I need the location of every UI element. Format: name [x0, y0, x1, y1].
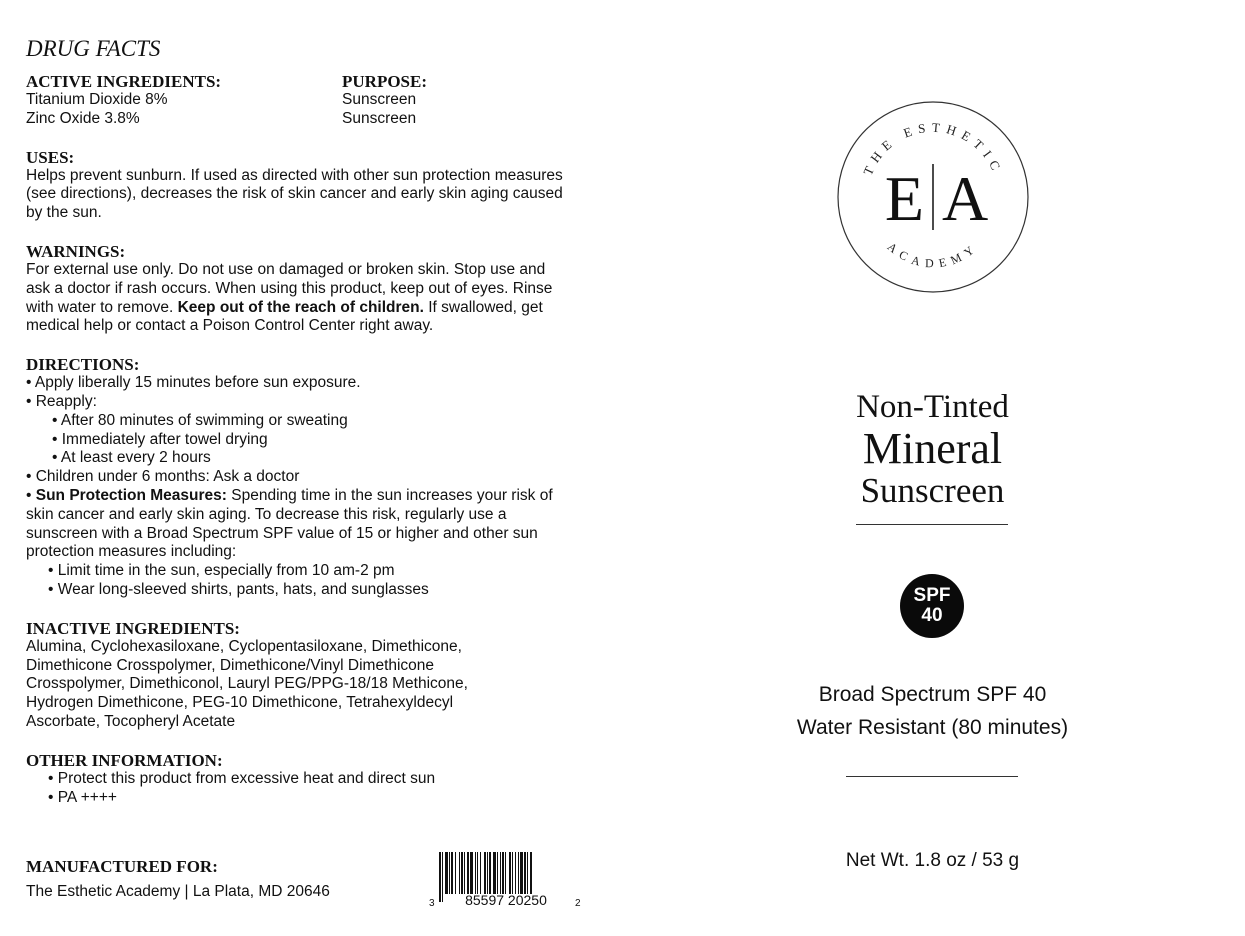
broad-spectrum-claim: Broad Spectrum SPF 40 — [818, 683, 1047, 706]
active-ingredients-header: ACTIVE INGREDIENTS: — [26, 72, 222, 91]
active-ingredient-purpose: Sunscreen — [342, 109, 417, 127]
direction-subitem: • Limit time in the sun, especially from 10 am-2 pm — [48, 562, 395, 580]
direction-subitem: • At least every 2 hours — [52, 449, 211, 467]
logo-top-text: THE ESTHETIC — [860, 119, 1006, 178]
direction-item: • Children under 6 months: Ask a doctor — [26, 468, 300, 486]
product-claims — [780, 678, 1085, 744]
active-ingredient-row — [26, 91, 566, 110]
drug-facts-title: DRUG FACTS — [26, 36, 161, 61]
spf-label: SPF — [913, 585, 951, 606]
other-info-item: • PA ++++ — [48, 788, 117, 806]
direction-subitem: • Wear long-sleeved shirts, pants, hats, and sunglasses — [48, 580, 429, 598]
direction-subitem: • Immediately after towel drying — [52, 430, 268, 448]
product-name — [790, 388, 1075, 510]
logo-bottom-text: ACADEMY — [884, 239, 982, 271]
product-name-line3: Sunscreen — [860, 471, 1005, 510]
uses-header: USES: — [26, 147, 75, 167]
other-information-list — [26, 770, 566, 808]
product-name-line2: Mineral — [862, 424, 1003, 473]
spf-value: 40 — [921, 605, 943, 626]
manufactured-for-header: MANUFACTURED FOR: — [26, 857, 218, 876]
drug-facts-panel — [26, 36, 566, 807]
logo-monogram-a: A — [942, 163, 989, 234]
net-weight: Net Wt. 1.8 oz / 53 g — [845, 850, 1020, 871]
purpose-header: PURPOSE: — [342, 72, 427, 91]
directions-list — [26, 374, 566, 600]
barcode-digits: 85597 20250 — [465, 892, 547, 908]
barcode — [425, 850, 585, 910]
active-ingredient-row — [26, 110, 566, 129]
other-information-header: OTHER INFORMATION: — [26, 750, 223, 770]
manufacturer-block — [26, 857, 330, 902]
manufacturer-text: The Esthetic Academy | La Plata, MD 20646 — [26, 883, 330, 900]
uses-text: Helps prevent sunburn. If used as directed with other sun protection measures (see directions), decreases the risk of skin cancer and early skin aging caused by the sun. — [26, 166, 563, 222]
inactive-ingredients-text: Alumina, Cyclohexasiloxane, Cyclopentasiloxane, Dimethicone, Dimethicone Crosspolymer, Dimethicone/Vinyl Dimethicone Crosspolymer, Dimethiconol, Lauryl PEG/PPG-18/18 Methicone, Hydrogen Dimethicone, PEG-10 Dimethicone, Tetrahexyldecyl Ascorbate, Tocopheryl Acetate — [26, 637, 468, 730]
warnings-text-end: If swallowed, get medical help or contact a Poison Control Center right away. — [26, 298, 543, 335]
warnings-keep-out-of-reach: Keep out of the reach of children. — [177, 298, 424, 316]
water-resistant-claim: Water Resistant (80 minutes) — [796, 716, 1069, 739]
inactive-ingredients-header: INACTIVE INGREDIENTS: — [26, 618, 240, 638]
barcode-left-digit: 3 — [429, 898, 435, 909]
active-ingredient-name: Zinc Oxide 3.8% — [26, 109, 140, 127]
logo-monogram-e: E — [884, 163, 924, 234]
esthetic-academy-logo — [836, 100, 1030, 294]
spf-badge — [900, 574, 964, 638]
warnings-header: WARNINGS: — [26, 241, 126, 261]
sun-protection-label: Sun Protection Measures: — [35, 486, 227, 504]
active-purpose-headers — [26, 72, 566, 91]
direction-item-sun-protection: • Sun Protection Measures: Spending time in the sun increases your risk of skin cancer and early skin aging. To decrease this risk, regularly use a sunscreen with a Broad Spectrum SPF value of 15 or higher and other sun protection measures including: — [26, 486, 553, 561]
active-ingredient-purpose: Sunscreen — [342, 91, 417, 108]
directions-header: DIRECTIONS: — [26, 355, 140, 375]
divider-line — [856, 524, 1008, 525]
barcode-right-digit: 2 — [575, 898, 581, 909]
direction-subitem: • After 80 minutes of swimming or sweating — [52, 411, 348, 429]
other-info-item: • Protect this product from excessive heat and direct sun — [48, 769, 436, 787]
warnings-text — [26, 261, 566, 336]
divider-line — [846, 776, 1018, 777]
active-ingredient-name: Titanium Dioxide 8% — [26, 91, 168, 108]
direction-item: • Reapply: — [26, 392, 97, 410]
product-name-line1: Non-Tinted — [856, 389, 1009, 425]
direction-item: • Apply liberally 15 minutes before sun exposure. — [26, 374, 361, 392]
sun-protection-text: Spending time in the sun increases your risk of skin cancer and early skin aging. To decrease this risk, regularly use a sunscreen with a Broad Spectrum SPF value of 15 or higher and other sun protection measures including: — [26, 486, 553, 561]
warnings-text-start: For external use only. Do not use on damaged or broken skin. Stop use and ask a doctor if rash occurs. When using this product, keep out of eyes. Rinse with water to remove. — [26, 260, 553, 316]
